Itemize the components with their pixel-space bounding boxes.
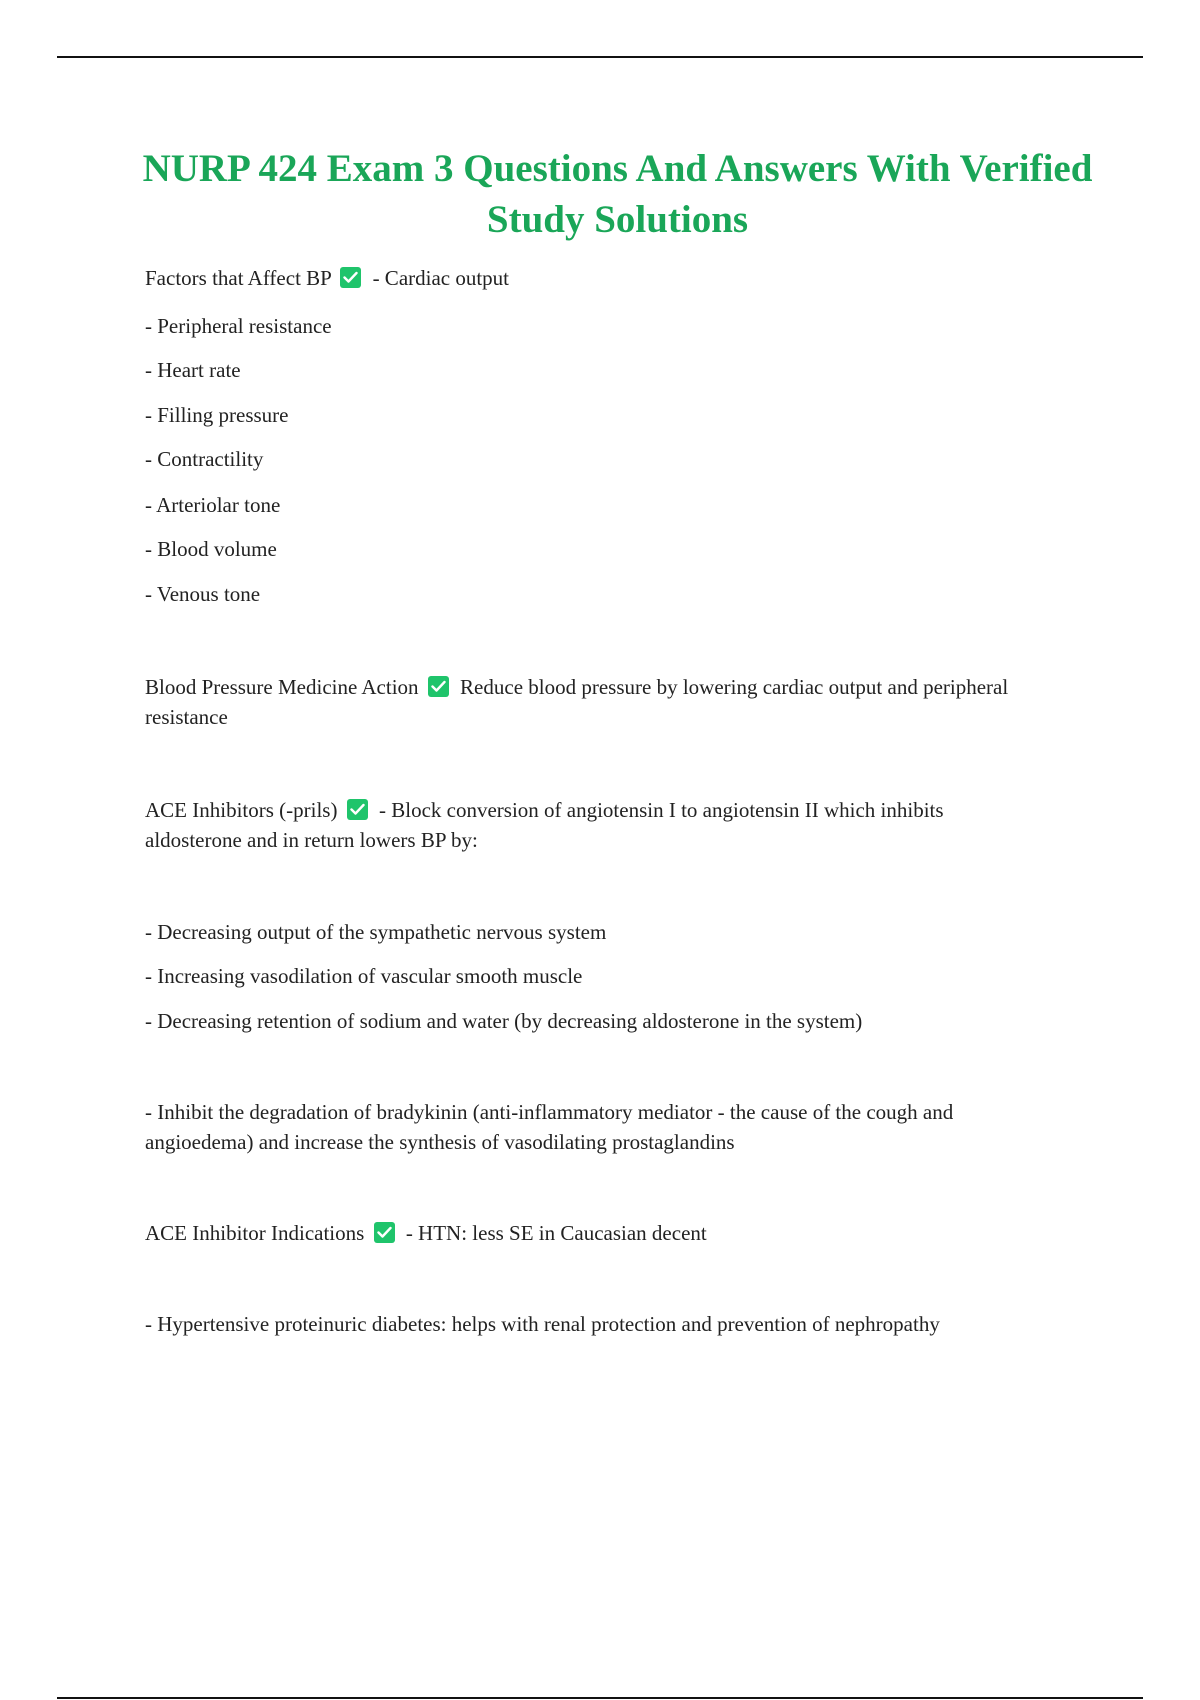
list-item: - Filling pressure: [145, 403, 289, 427]
list-item: - Peripheral resistance: [145, 314, 332, 338]
document-title: NURP 424 Exam 3 Questions And Answers With Verified Study Solutions: [142, 147, 1093, 241]
entry-ace-inhibitors: [145, 795, 1045, 855]
entry-answer: - Cardiac output: [372, 266, 510, 290]
entry-answer: Reduce blood pressure by lowering cardiac output and peripheral resistance: [145, 675, 1009, 729]
entry-term: ACE Inhibitor Indications: [145, 1221, 365, 1245]
check-box-icon: [374, 1222, 395, 1243]
entry-answer: - Block conversion of angiotensin I to angiotensin II which inhibits aldosterone and in return lowers BP by:: [145, 798, 944, 852]
list-item: - Contractility: [145, 447, 264, 471]
check-box-icon: [347, 799, 368, 820]
top-rule: [57, 56, 1143, 58]
list-item: - Blood volume: [145, 537, 277, 561]
entry-answer: - HTN: less SE in Caucasian decent: [405, 1221, 707, 1245]
list-item: - Decreasing output of the sympathetic nervous system: [145, 920, 607, 944]
entry-term: Factors that Affect BP: [145, 266, 332, 290]
list-item: - Heart rate: [145, 358, 241, 382]
list-item: - Decreasing retention of sodium and water (by decreasing aldosterone in the system): [145, 1009, 863, 1033]
entry-ace-indications: [145, 1218, 707, 1248]
entry-factors-question: [145, 263, 509, 293]
entry-term: Blood Pressure Medicine Action: [145, 675, 419, 699]
bottom-rule: [57, 1697, 1143, 1699]
list-item: - Increasing vasodilation of vascular smooth muscle: [145, 964, 583, 988]
entry-term: ACE Inhibitors (-prils): [145, 798, 338, 822]
check-box-icon: [428, 676, 449, 697]
list-item: - Hypertensive proteinuric diabetes: helps with renal protection and prevention of nephropathy: [145, 1312, 940, 1336]
check-box-icon: [340, 267, 361, 288]
entry-bp-medicine: [145, 672, 1045, 732]
list-item: - Arteriolar tone: [145, 493, 281, 517]
list-item: - Venous tone: [145, 582, 261, 606]
entry-ace-extra: - Inhibit the degradation of bradykinin (anti-inflammatory mediator - the cause of the cough and angioedema) and increase the synthesis of vasodilating prostaglandins: [145, 1100, 954, 1154]
